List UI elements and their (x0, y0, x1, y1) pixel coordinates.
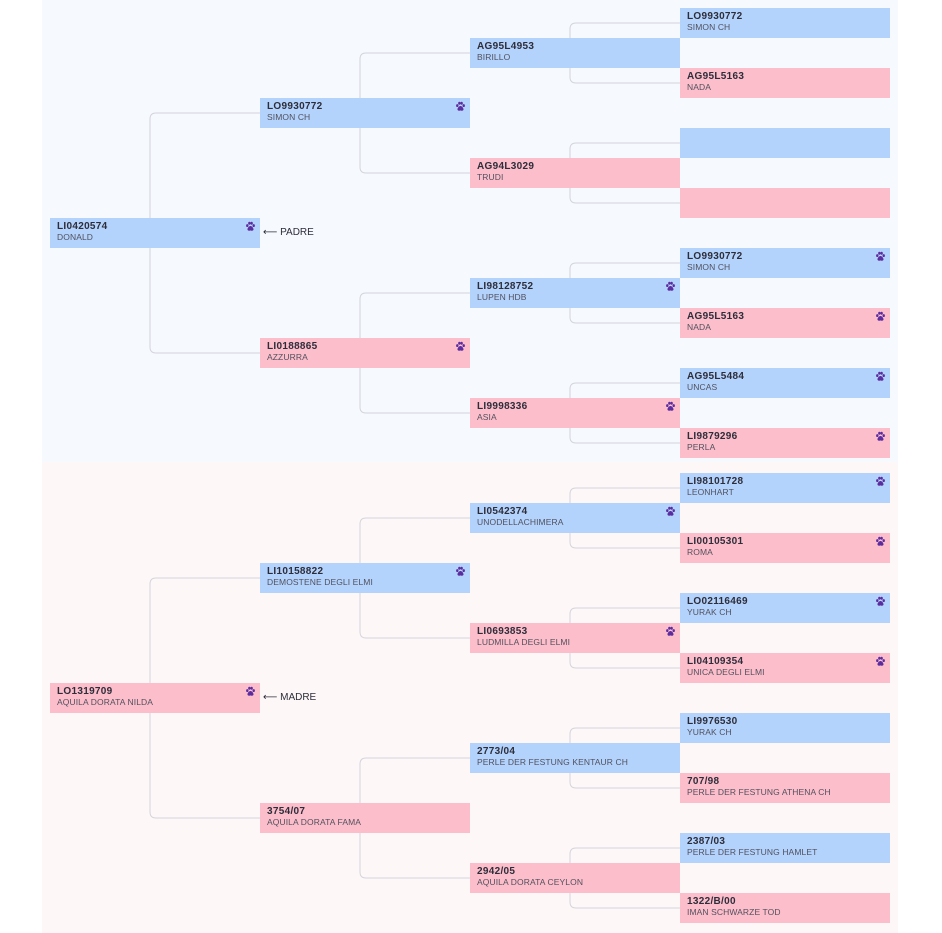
dog-name: PERLA (687, 442, 716, 452)
dog-name: AQUILA DORATA FAMA (267, 817, 362, 827)
registration-number: LI9998336 (477, 401, 528, 412)
registration-number: 2387/03 (687, 836, 726, 847)
registration-number: LI0188865 (267, 341, 318, 352)
registration-number: 707/98 (687, 776, 720, 787)
ancestor-g1-2[interactable] (260, 563, 470, 593)
dog-name: PERLE DER FESTUNG ATHENA CH (687, 787, 831, 797)
paw-icon[interactable] (245, 221, 256, 232)
dog-name: SIMON CH (687, 22, 731, 32)
ancestor-g3-6[interactable] (680, 368, 890, 398)
subject-sire[interactable] (50, 218, 260, 248)
dog-name: UNODELLACHIMERA (477, 517, 564, 527)
registration-number: AG94L3029 (477, 161, 535, 172)
paw-icon[interactable] (875, 371, 886, 382)
ancestor-g3-9[interactable] (680, 533, 890, 563)
dog-name: YURAK CH (687, 607, 732, 617)
registration-number: LO9930772 (687, 11, 743, 22)
registration-number: AG95L4953 (477, 41, 535, 52)
registration-number: LI9879296 (687, 431, 738, 442)
ancestor-g2-7[interactable] (470, 863, 680, 893)
registration-number: AG95L5163 (687, 311, 745, 322)
paw-icon[interactable] (875, 476, 886, 487)
registration-number: AG95L5163 (687, 71, 745, 82)
dog-name: DEMOSTENE DEGLI ELMI (267, 577, 373, 587)
dog-name: BIRILLO (477, 52, 511, 62)
dog-name: SIMON CH (687, 262, 731, 272)
ancestor-g3-1[interactable] (680, 68, 890, 98)
dog-name: NADA (687, 82, 712, 92)
dog-name: UNICA DEGLI ELMI (687, 667, 765, 677)
dog-name: TRUDI (477, 172, 504, 182)
ancestor-g3-10[interactable] (680, 593, 890, 623)
paw-icon[interactable] (875, 431, 886, 442)
registration-number: LI0420574 (57, 221, 108, 232)
paw-icon[interactable] (875, 536, 886, 547)
paw-icon[interactable] (875, 596, 886, 607)
dog-name: LUDMILLA DEGLI ELMI (477, 637, 571, 647)
paw-icon[interactable] (875, 251, 886, 262)
dog-name: IMAN SCHWARZE TOD (687, 907, 781, 917)
paw-icon[interactable] (665, 401, 676, 412)
ancestor-g3-12[interactable] (680, 713, 890, 743)
paw-icon[interactable] (665, 626, 676, 637)
registration-number: LI00105301 (687, 536, 744, 547)
paw-icon[interactable] (665, 281, 676, 292)
ancestor-g3-8[interactable] (680, 473, 890, 503)
registration-number: LI0693853 (477, 626, 528, 637)
dam-label: ⟵ MADRE (263, 692, 317, 703)
registration-number: 2942/05 (477, 866, 516, 877)
dog-name: AQUILA DORATA NILDA (57, 697, 154, 707)
paw-icon[interactable] (455, 566, 466, 577)
ancestor-g3-15[interactable] (680, 893, 890, 923)
ancestor-g3-13[interactable] (680, 773, 890, 803)
ancestor-g2-6[interactable] (470, 743, 680, 773)
ancestor-g3-0[interactable] (680, 8, 890, 38)
dog-name: LUPEN HDB (477, 292, 527, 302)
ancestor-g3-4[interactable] (680, 248, 890, 278)
dog-name: LEONHART (687, 487, 734, 497)
dog-name: NADA (687, 322, 712, 332)
ancestor-g2-0[interactable] (470, 38, 680, 68)
paw-icon[interactable] (665, 506, 676, 517)
registration-number: 1322/B/00 (687, 896, 736, 907)
ancestor-g3-14[interactable] (680, 833, 890, 863)
ancestor-g3-5[interactable] (680, 308, 890, 338)
registration-number: LO9930772 (687, 251, 743, 262)
ancestor-g3-3[interactable] (680, 188, 890, 218)
ancestor-g2-5[interactable] (470, 623, 680, 653)
registration-number: LI0542374 (477, 506, 528, 517)
registration-number: 2773/04 (477, 746, 516, 757)
dog-name: AQUILA DORATA CEYLON (477, 877, 584, 887)
dog-name: PERLE DER FESTUNG KENTAUR CH (477, 757, 628, 767)
sire-label: ⟵ PADRE (263, 227, 314, 238)
paw-icon[interactable] (455, 341, 466, 352)
paw-icon[interactable] (455, 101, 466, 112)
registration-number: LO1319709 (57, 686, 113, 697)
ancestor-g2-2[interactable] (470, 278, 680, 308)
ancestor-g1-3[interactable] (260, 803, 470, 833)
dog-name: DONALD (57, 232, 94, 242)
ancestor-g1-0[interactable] (260, 98, 470, 128)
registration-number: LI10158822 (267, 566, 324, 577)
ancestor-g2-3[interactable] (470, 398, 680, 428)
registration-number: LI98128752 (477, 281, 534, 292)
registration-number: LI04109354 (687, 656, 744, 667)
registration-number: AG95L5484 (687, 371, 745, 382)
ancestor-g2-1[interactable] (470, 158, 680, 188)
paw-icon[interactable] (245, 686, 256, 697)
dog-name: ROMA (687, 547, 713, 557)
dog-name: SIMON CH (267, 112, 311, 122)
dog-name: UNCAS (687, 382, 718, 392)
dog-name: YURAK CH (687, 727, 732, 737)
registration-number: LI98101728 (687, 476, 744, 487)
ancestor-g3-7[interactable] (680, 428, 890, 458)
ancestor-g3-2[interactable] (680, 128, 890, 158)
paw-icon[interactable] (875, 311, 886, 322)
subject-dam[interactable] (50, 683, 260, 713)
registration-number: LI9976530 (687, 716, 738, 727)
dog-name: AZZURRA (267, 352, 308, 362)
ancestor-g2-4[interactable] (470, 503, 680, 533)
ancestor-g3-11[interactable] (680, 653, 890, 683)
paw-icon[interactable] (875, 656, 886, 667)
registration-number: LO9930772 (267, 101, 323, 112)
dog-name: PERLE DER FESTUNG HAMLET (687, 847, 818, 857)
dog-name: ASIA (477, 412, 497, 422)
ancestor-g1-1[interactable] (260, 338, 470, 368)
registration-number: 3754/07 (267, 806, 306, 817)
registration-number: LO02116469 (687, 596, 748, 607)
